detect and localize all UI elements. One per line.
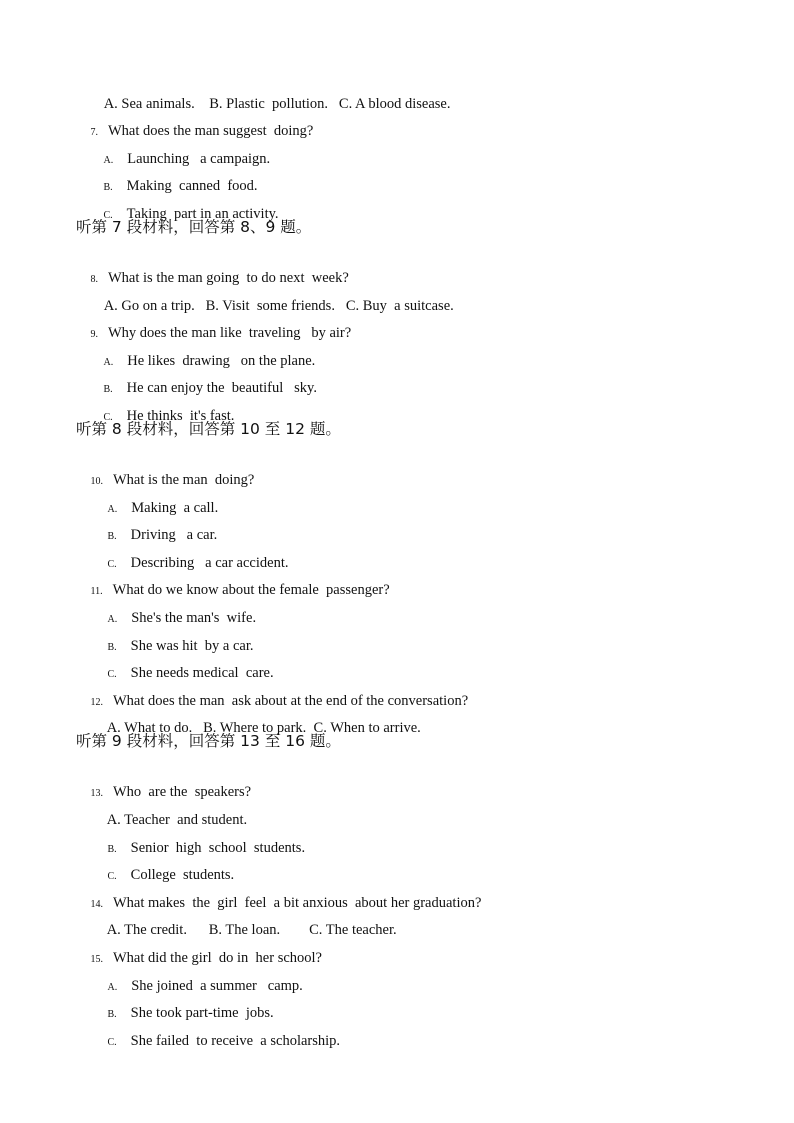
option-text: He thinks it's fast. bbox=[126, 408, 235, 424]
option-label: C. bbox=[103, 210, 113, 221]
option-text: Describing a car accident. bbox=[130, 555, 289, 571]
option-text: She took part-time jobs. bbox=[130, 1005, 274, 1021]
question-number: 10. bbox=[90, 476, 103, 487]
question-text: What do we know about the female passenger? bbox=[112, 582, 390, 598]
question-number: 15. bbox=[90, 954, 103, 965]
section-heading: 听第 8 段材料，回答第 10 至 12 题。 bbox=[76, 420, 341, 438]
inline-options: A. What to do. B. Where to park. C. When to arrive. bbox=[106, 720, 421, 736]
option-label: B. bbox=[103, 182, 113, 193]
option-label: C. bbox=[107, 669, 117, 680]
question-number: 13. bbox=[90, 788, 103, 799]
option-label: B. bbox=[107, 1009, 117, 1020]
question-text: What makes the girl feel a bit anxious about her graduation? bbox=[113, 895, 482, 911]
question-text: What does the man ask about at the end of the conversation? bbox=[113, 693, 469, 709]
question-number: 14. bbox=[90, 899, 103, 910]
question-text: Why does the man like traveling by air? bbox=[108, 325, 352, 341]
option-label: A. bbox=[103, 155, 114, 166]
option-c bbox=[93, 1014, 340, 1070]
option-label: C. bbox=[103, 412, 113, 423]
question-number: 12. bbox=[90, 697, 103, 708]
option-text: Making canned food. bbox=[126, 178, 258, 194]
option-label: B. bbox=[107, 844, 117, 855]
question-number: 11. bbox=[90, 586, 103, 597]
option-label: B. bbox=[107, 531, 117, 542]
option-text: Launching a campaign. bbox=[127, 151, 271, 167]
option-text: She failed to receive a scholarship. bbox=[130, 1033, 341, 1049]
option-label: C. bbox=[107, 559, 117, 570]
question-number: 9. bbox=[90, 329, 98, 340]
question-text: What is the man going to do next week? bbox=[108, 270, 349, 286]
option-text: He can enjoy the beautiful sky. bbox=[126, 380, 317, 396]
option-text: College students. bbox=[130, 867, 235, 883]
option-text: Driving a car. bbox=[130, 527, 218, 543]
section-heading: 听第 9 段材料，回答第 13 至 16 题。 bbox=[76, 732, 341, 750]
section-heading: 听第 7 段材料，回答第 8、9 题。 bbox=[76, 218, 312, 236]
question-number: 7. bbox=[90, 127, 98, 138]
option-label: A. bbox=[107, 504, 118, 515]
option-label: B. bbox=[107, 642, 117, 653]
option-label: C. bbox=[107, 871, 117, 882]
option-text: She was hit by a car. bbox=[130, 638, 254, 654]
inline-options: A. Go on a trip. B. Visit some friends. C. Buy a suitcase. bbox=[103, 298, 454, 314]
inline-options: A. Teacher and student. bbox=[106, 812, 248, 828]
question-text: What did the girl do in her school? bbox=[113, 950, 322, 966]
option-text: Making a call. bbox=[131, 500, 219, 516]
inline-options: A. Sea animals. B. Plastic pollution. C. A blood disease. bbox=[103, 96, 451, 112]
option-label: B. bbox=[103, 384, 113, 395]
inline-options: A. The credit. B. The loan. C. The teacher. bbox=[106, 922, 397, 938]
option-text: Senior high school students. bbox=[130, 840, 306, 856]
option-text: She's the man's wife. bbox=[131, 610, 257, 626]
option-text: She joined a summer camp. bbox=[131, 978, 303, 994]
question-text: What is the man doing? bbox=[113, 472, 255, 488]
option-label: A. bbox=[103, 357, 114, 368]
question-text: What does the man suggest doing? bbox=[108, 123, 314, 139]
option-label: A. bbox=[107, 614, 118, 625]
question-number: 8. bbox=[90, 274, 98, 285]
option-text: He likes drawing on the plane. bbox=[127, 353, 316, 369]
question-text: Who are the speakers? bbox=[113, 784, 252, 800]
option-text: She needs medical care. bbox=[130, 665, 274, 681]
option-text: Taking part in an activity. bbox=[126, 206, 279, 222]
option-label: C. bbox=[107, 1037, 117, 1048]
option-label: A. bbox=[107, 982, 118, 993]
